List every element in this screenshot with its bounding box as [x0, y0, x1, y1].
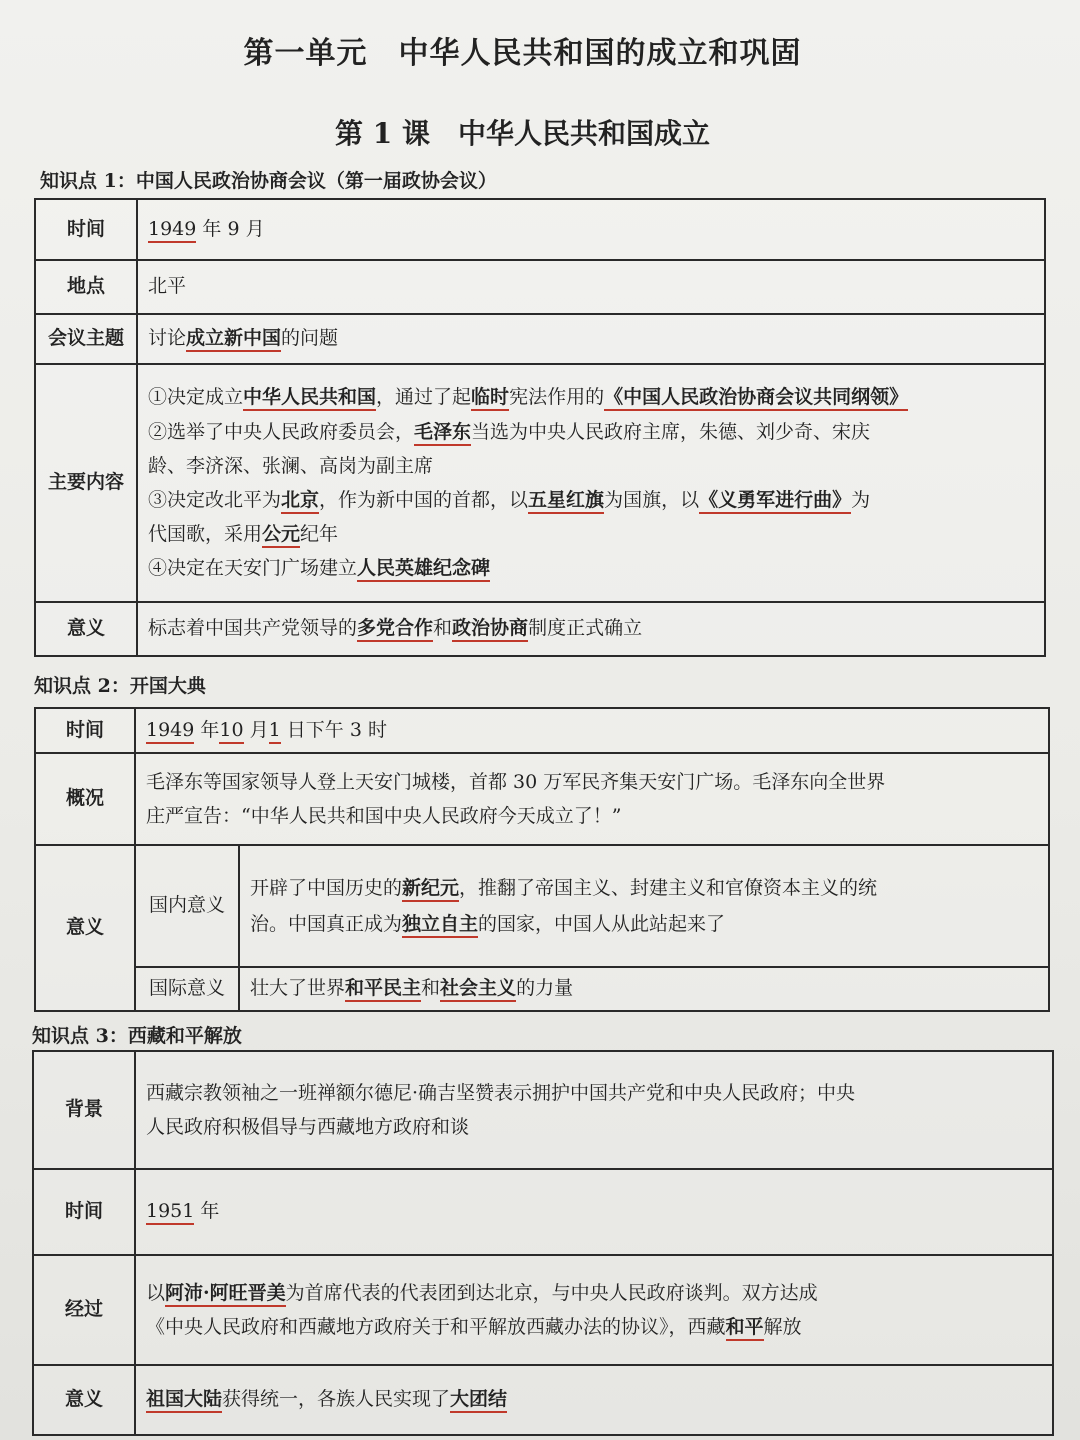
kp1-content-line-6: ④决定在天安门广场建立人民英雄纪念碑: [148, 551, 1034, 585]
kp3-process-line-1: 以阿沛·阿旺晋美为首席代表的代表团到达北京，与中央人民政府谈判。双方达成: [146, 1276, 1042, 1310]
kp1-time-value: 1949 年 9 月: [137, 199, 1045, 260]
kp1-theme-value: 讨论成立新中国的问题: [137, 314, 1045, 364]
kp1-significance-label: 意义: [35, 602, 137, 656]
kp3-heading: 知识点 3：西藏和平解放: [32, 1025, 242, 1047]
kp3-background-value: [135, 1051, 1053, 1169]
kp1-content-line-3: 龄、李济深、张澜、高岗为副主席: [148, 454, 434, 477]
kp3-time-label: 时间: [33, 1169, 135, 1255]
kp1-content-value: [137, 364, 1045, 602]
kp1-theme-label: 会议主题: [35, 314, 137, 364]
kp2-time-value: 1949 年10 月1 日下午 3 时: [135, 708, 1049, 753]
kp2-time-label: 时间: [35, 708, 135, 753]
kp2-significance-label: 意义: [35, 845, 135, 1011]
kp3-process-line-2: 《中央人民政府和西藏地方政府关于和平解放西藏办法的协议》，西藏和平解放: [146, 1310, 1042, 1344]
kp3-process-value: [135, 1255, 1053, 1365]
kp2-domestic-line-2: 治。中国真正成为独立自主的国家，中国人从此站起来了: [250, 906, 1038, 942]
kp3-significance-value: 祖国大陆获得统一，各族人民实现了大团结: [135, 1365, 1053, 1435]
kp1-place-value: 北平: [137, 260, 1045, 314]
kp3-background-line-1: 西藏宗教领袖之一班禅额尔德尼·确吉坚赞表示拥护中国共产党和中央人民政府；中央: [146, 1081, 856, 1104]
kp3-table: [32, 1050, 1054, 1436]
kp1-time-label: 时间: [35, 199, 137, 260]
kp3-process-label: 经过: [33, 1255, 135, 1365]
kp2-overview-line-1: 毛泽东等国家领导人登上天安门城楼，首都 30 万军民齐集天安门广场。毛泽东向全世界: [146, 770, 886, 793]
kp1-significance-value: 标志着中国共产党领导的多党合作和政治协商制度正式确立: [137, 602, 1045, 656]
kp3-background-label: 背景: [33, 1051, 135, 1169]
kp1-content-line-1: ①决定成立中华人民共和国，通过了起临时宪法作用的《中国人民政治协商会议共同纲领》: [148, 380, 1034, 414]
kp1-content-label: 主要内容: [35, 364, 137, 602]
lesson-title: 第 1 课 中华人民共和国成立: [335, 117, 710, 150]
kp1-place-label: 地点: [35, 260, 137, 314]
kp3-background-line-2: 人民政府积极倡导与西藏地方政府和谈: [146, 1116, 470, 1138]
kp2-overview-label: 概况: [35, 753, 135, 845]
kp1-content-line-4: ③决定改北平为北京，作为新中国的首都，以五星红旗为国旗，以《义勇军进行曲》为: [148, 483, 1034, 517]
kp1-heading: 知识点 1：中国人民政治协商会议（第一届政协会议）: [40, 170, 497, 192]
kp2-domestic-value: [239, 845, 1049, 967]
kp2-overview-value: [135, 753, 1049, 845]
kp1-table: [34, 198, 1046, 657]
unit-title: 第一单元 中华人民共和国的成立和巩固: [243, 36, 802, 71]
kp2-heading: 知识点 2：开国大典: [34, 675, 206, 697]
kp1-content-line-5: 代国歌，采用公元纪年: [148, 517, 1034, 551]
kp2-table: [34, 707, 1050, 1012]
kp2-overview-line-2: 庄严宣告：“中华人民共和国中央人民政府今天成立了！”: [146, 805, 622, 827]
kp3-time-value: 1951 年: [135, 1169, 1053, 1255]
kp2-international-label: 国际意义: [135, 967, 239, 1011]
kp2-international-value: 壮大了世界和平民主和社会主义的力量: [239, 967, 1049, 1011]
kp2-domestic-label: 国内意义: [135, 845, 239, 967]
kp3-significance-label: 意义: [33, 1365, 135, 1435]
kp2-domestic-line-1: 开辟了中国历史的新纪元，推翻了帝国主义、封建主义和官僚资本主义的统: [250, 870, 1038, 906]
kp1-content-line-2: ②选举了中央人民政府委员会，毛泽东当选为中央人民政府主席，朱德、刘少奇、宋庆: [148, 415, 1034, 449]
